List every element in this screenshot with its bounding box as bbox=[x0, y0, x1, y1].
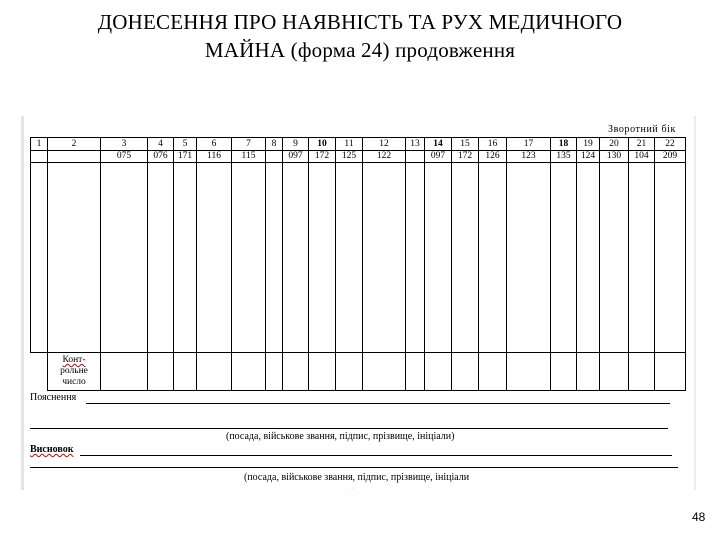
control-cell[interactable] bbox=[197, 353, 232, 391]
title-line-2: МАЙНА (форма 24) продовження bbox=[204, 38, 516, 62]
col-code: 171 bbox=[174, 151, 197, 163]
page-number: 48 bbox=[692, 510, 706, 524]
col-code: 123 bbox=[507, 151, 551, 163]
scan-artifact-mark: · · bbox=[349, 486, 355, 492]
col-code: 172 bbox=[309, 151, 336, 163]
col-code: 097 bbox=[283, 151, 309, 163]
entry-cell[interactable] bbox=[363, 163, 406, 353]
col-number: 17 bbox=[507, 138, 551, 151]
entry-cell[interactable] bbox=[266, 163, 283, 353]
entry-cell[interactable] bbox=[309, 163, 336, 353]
entry-cell[interactable] bbox=[232, 163, 266, 353]
entry-cell[interactable] bbox=[406, 163, 425, 353]
entry-cell[interactable] bbox=[283, 163, 309, 353]
entry-cell[interactable] bbox=[577, 163, 600, 353]
control-cell[interactable] bbox=[507, 353, 551, 391]
col-number: 4 bbox=[148, 138, 174, 151]
signature-caption-2: (посада, військове звання, підпис, прізвище, ініціали bbox=[244, 472, 470, 483]
control-cell[interactable] bbox=[266, 353, 283, 391]
control-number-row bbox=[31, 353, 686, 391]
control-cell[interactable] bbox=[283, 353, 309, 391]
col-number: 12 bbox=[363, 138, 406, 151]
entry-cell[interactable] bbox=[551, 163, 577, 353]
control-cell[interactable] bbox=[309, 353, 336, 391]
col-code: 104 bbox=[629, 151, 655, 163]
explanation-line-2[interactable] bbox=[30, 428, 668, 429]
col-code bbox=[406, 151, 425, 163]
col-number: 10 bbox=[309, 138, 336, 151]
col-code: 097 bbox=[425, 151, 452, 163]
entry-cell[interactable] bbox=[101, 163, 148, 353]
control-cell[interactable] bbox=[551, 353, 577, 391]
conclusion-line-2[interactable] bbox=[30, 467, 678, 468]
col-number: 18 bbox=[551, 138, 577, 151]
col-number: 9 bbox=[283, 138, 309, 151]
col-number: 21 bbox=[629, 138, 655, 151]
entry-cell[interactable] bbox=[600, 163, 629, 353]
conclusion-label: Висновок bbox=[30, 444, 74, 455]
explanation-label: Пояснення bbox=[30, 392, 77, 403]
col-code: 172 bbox=[452, 151, 479, 163]
control-cell[interactable] bbox=[600, 353, 629, 391]
col-code: 125 bbox=[336, 151, 363, 163]
signature-caption-1: (посада, військове звання, підпис, прізвище, ініціали) bbox=[226, 431, 455, 442]
control-number-label bbox=[48, 353, 101, 391]
entry-cell[interactable] bbox=[452, 163, 479, 353]
col-number: 16 bbox=[479, 138, 507, 151]
control-cell[interactable] bbox=[336, 353, 363, 391]
entry-cell[interactable] bbox=[197, 163, 232, 353]
col-code: 122 bbox=[363, 151, 406, 163]
control-cell[interactable] bbox=[452, 353, 479, 391]
col-number: 7 bbox=[232, 138, 266, 151]
col-number: 13 bbox=[406, 138, 425, 151]
entry-cell[interactable] bbox=[31, 163, 48, 353]
data-entry-row bbox=[31, 163, 686, 353]
entry-cell[interactable] bbox=[48, 163, 101, 353]
control-label-line-2: рольне bbox=[60, 366, 88, 376]
control-cell[interactable] bbox=[577, 353, 600, 391]
col-number: 6 bbox=[197, 138, 232, 151]
col-code: 076 bbox=[148, 151, 174, 163]
entry-cell[interactable] bbox=[479, 163, 507, 353]
control-cell[interactable] bbox=[425, 353, 452, 391]
control-cell[interactable] bbox=[363, 353, 406, 391]
control-cell[interactable] bbox=[174, 353, 197, 391]
col-number: 22 bbox=[655, 138, 686, 151]
col-number: 1 bbox=[31, 138, 48, 151]
col-number: 20 bbox=[600, 138, 629, 151]
col-number: 2 bbox=[48, 138, 101, 151]
control-cell[interactable] bbox=[101, 353, 148, 391]
col-code: 075 bbox=[101, 151, 148, 163]
entry-cell[interactable] bbox=[336, 163, 363, 353]
col-code: 115 bbox=[232, 151, 266, 163]
title-line-1: ДОНЕСЕННЯ ПРО НАЯВНІСТЬ ТА РУХ МЕДИЧНОГО bbox=[97, 10, 623, 34]
entry-cell[interactable] bbox=[148, 163, 174, 353]
entry-cell[interactable] bbox=[629, 163, 655, 353]
entry-cell[interactable] bbox=[174, 163, 197, 353]
scan-edge-right bbox=[694, 116, 696, 490]
explanation-line[interactable] bbox=[86, 403, 670, 404]
entry-cell[interactable] bbox=[507, 163, 551, 353]
page-title bbox=[0, 8, 720, 64]
control-cell[interactable] bbox=[629, 353, 655, 391]
control-cell[interactable] bbox=[406, 353, 425, 391]
entry-cell[interactable] bbox=[655, 163, 686, 353]
header-number-row bbox=[31, 138, 686, 151]
col-code: 209 bbox=[655, 151, 686, 163]
control-cell[interactable] bbox=[148, 353, 174, 391]
col-number: 15 bbox=[452, 138, 479, 151]
col-number: 11 bbox=[336, 138, 363, 151]
col-number: 3 bbox=[101, 138, 148, 151]
col-code: 135 bbox=[551, 151, 577, 163]
header-code-row bbox=[31, 151, 686, 163]
col-number: 14 bbox=[425, 138, 452, 151]
entry-cell[interactable] bbox=[425, 163, 452, 353]
control-cell[interactable] bbox=[655, 353, 686, 391]
control-cell[interactable] bbox=[479, 353, 507, 391]
col-code: 126 bbox=[479, 151, 507, 163]
control-cell[interactable] bbox=[232, 353, 266, 391]
empty-cell bbox=[31, 353, 48, 391]
control-label-line-1: Конт- bbox=[62, 355, 86, 365]
col-code: 116 bbox=[197, 151, 232, 163]
col-number: 8 bbox=[266, 138, 283, 151]
col-number: 5 bbox=[174, 138, 197, 151]
col-code bbox=[48, 151, 101, 163]
col-number: 19 bbox=[577, 138, 600, 151]
scan-edge-left bbox=[21, 116, 24, 490]
col-code bbox=[266, 151, 283, 163]
form-table bbox=[30, 137, 686, 391]
control-label-line-3: число bbox=[62, 377, 86, 387]
conclusion-line[interactable] bbox=[80, 455, 672, 456]
reverse-side-label: Зворотний бік bbox=[608, 124, 676, 135]
col-code: 130 bbox=[600, 151, 629, 163]
col-code: 124 bbox=[577, 151, 600, 163]
col-code bbox=[31, 151, 48, 163]
